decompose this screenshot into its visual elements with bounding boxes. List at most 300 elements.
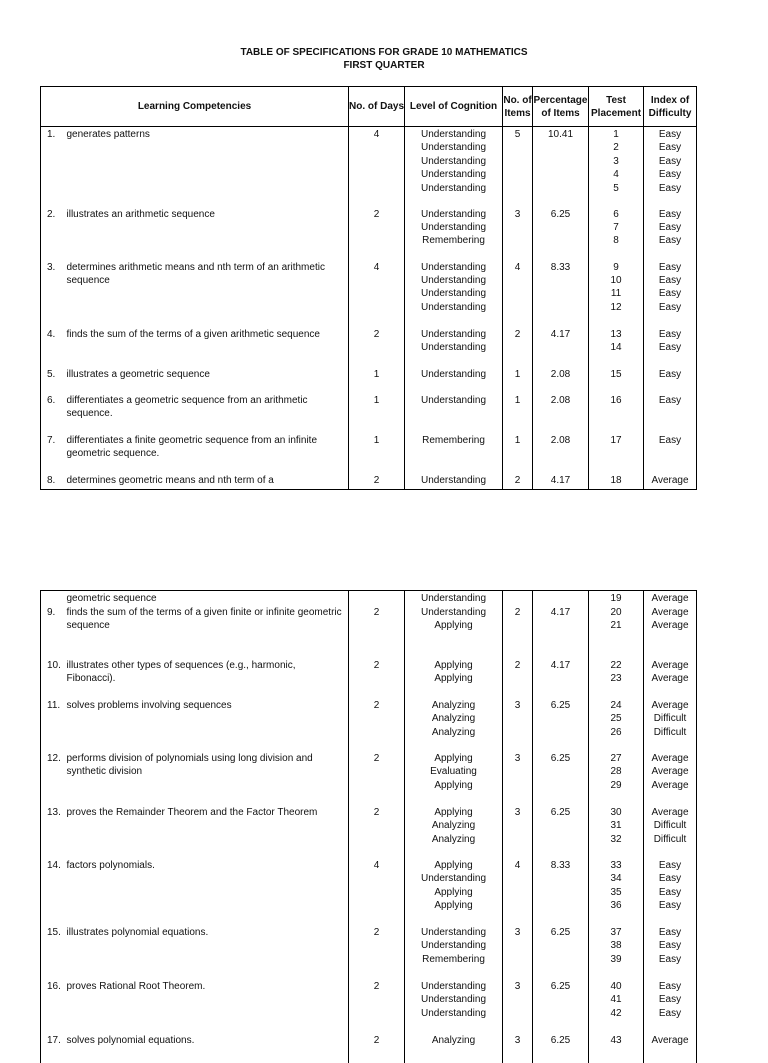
cognition-cell-line: Understanding xyxy=(405,221,502,234)
percentage-cell: 2.08 xyxy=(533,393,589,433)
header-no-of-items: No. of Items xyxy=(503,87,533,127)
table-row xyxy=(41,260,697,327)
competency-number xyxy=(41,591,67,606)
difficulty-cell-line: Easy xyxy=(644,141,696,154)
cognition-cell xyxy=(405,473,503,490)
placement-cell-line: 10 xyxy=(589,274,643,287)
placement-cell xyxy=(589,433,644,473)
cognition-cell-line: Understanding xyxy=(405,141,502,154)
table-row xyxy=(41,127,697,207)
placement-cell xyxy=(589,858,644,925)
days-cell: 1 xyxy=(349,433,405,473)
percentage-cell: 6.25 xyxy=(533,1033,589,1063)
difficulty-cell-line: Easy xyxy=(644,434,696,447)
placement-cell-line: 23 xyxy=(589,672,643,685)
competency-number: 3. xyxy=(41,260,67,327)
difficulty-cell-line: Easy xyxy=(644,168,696,181)
days-cell: 4 xyxy=(349,858,405,925)
placement-cell-line: 4 xyxy=(589,168,643,181)
competency-text: proves the Remainder Theorem and the Factor Theorem xyxy=(67,805,349,858)
difficulty-cell-line: Easy xyxy=(644,182,696,195)
table-row xyxy=(41,207,697,260)
placement-cell xyxy=(589,367,644,393)
cognition-cell-line: Applying xyxy=(405,886,502,899)
difficulty-cell-line: Easy xyxy=(644,886,696,899)
table-row xyxy=(41,858,697,925)
placement-cell xyxy=(589,260,644,327)
difficulty-cell-line: Average xyxy=(644,474,696,487)
document-subtitle: FIRST QUARTER xyxy=(0,59,768,72)
placement-cell-line: 16 xyxy=(589,394,643,407)
cognition-cell-line: Understanding xyxy=(405,980,502,993)
placement-cell-line: 7 xyxy=(589,221,643,234)
competency-number: 10. xyxy=(41,658,67,698)
cognition-cell-line: Applying xyxy=(405,659,502,672)
difficulty-cell-line: Easy xyxy=(644,221,696,234)
cognition-cell-line: Understanding xyxy=(405,474,502,487)
days-cell: 2 xyxy=(349,698,405,751)
days-cell: 2 xyxy=(349,658,405,698)
placement-cell xyxy=(589,207,644,260)
difficulty-cell xyxy=(644,751,697,805)
cognition-cell xyxy=(405,925,503,979)
difficulty-cell-line: Easy xyxy=(644,208,696,221)
placement-cell-line: 22 xyxy=(589,659,643,672)
competency-number: 11. xyxy=(41,698,67,751)
placement-cell-line: 34 xyxy=(589,872,643,885)
competency-text: determines arithmetic means and nth term of an arithmetic sequence xyxy=(67,260,349,327)
cognition-cell xyxy=(405,751,503,805)
cognition-cell xyxy=(405,591,503,606)
difficulty-cell-line: Easy xyxy=(644,301,696,314)
difficulty-cell-line: Difficult xyxy=(644,819,696,832)
difficulty-cell xyxy=(644,473,697,490)
placement-cell-line: 28 xyxy=(589,765,643,778)
items-cell: 1 xyxy=(503,433,533,473)
percentage-cell: 4.17 xyxy=(533,658,589,698)
items-cell: 3 xyxy=(503,698,533,751)
specifications-table-page-2 xyxy=(40,590,697,1063)
placement-cell-line: 29 xyxy=(589,779,643,792)
difficulty-cell-line: Easy xyxy=(644,859,696,872)
placement-cell-line: 36 xyxy=(589,899,643,912)
cognition-cell xyxy=(405,698,503,751)
items-cell: 5 xyxy=(503,127,533,207)
table-row xyxy=(41,805,697,858)
days-cell: 2 xyxy=(349,605,405,658)
days-cell: 2 xyxy=(349,1033,405,1063)
difficulty-cell-line: Average xyxy=(644,779,696,792)
placement-cell-line: 17 xyxy=(589,434,643,447)
table-row xyxy=(41,1033,697,1063)
competency-text: performs division of polynomials using long division and synthetic division xyxy=(67,751,349,805)
items-cell: 2 xyxy=(503,658,533,698)
competency-number: 17. xyxy=(41,1033,67,1063)
difficulty-cell-line: Easy xyxy=(644,261,696,274)
placement-cell xyxy=(589,751,644,805)
table-row xyxy=(41,658,697,698)
table-row xyxy=(41,698,697,751)
placement-cell-line: 14 xyxy=(589,341,643,354)
placement-cell xyxy=(589,327,644,367)
placement-cell-line: 43 xyxy=(589,1034,643,1047)
difficulty-cell-line: Average xyxy=(644,1034,696,1047)
difficulty-cell-line: Average xyxy=(644,752,696,765)
competency-text: finds the sum of the terms of a given finite or infinite geometric sequence xyxy=(67,605,349,658)
items-cell: 3 xyxy=(503,751,533,805)
competency-text: solves problems involving sequences xyxy=(67,698,349,751)
competency-number: 13. xyxy=(41,805,67,858)
difficulty-cell-line: Easy xyxy=(644,341,696,354)
document-title: TABLE OF SPECIFICATIONS FOR GRADE 10 MATHEMATICS xyxy=(0,46,768,59)
placement-cell-line: 18 xyxy=(589,474,643,487)
cognition-cell xyxy=(405,1033,503,1063)
header-index-of-difficulty: Index of Difficulty xyxy=(644,87,697,127)
header-level-of-cognition: Level of Cognition xyxy=(405,87,503,127)
cognition-cell-line: Analyzing xyxy=(405,1034,502,1047)
cognition-cell xyxy=(405,805,503,858)
cognition-cell-line: Evaluating xyxy=(405,765,502,778)
competency-text: differentiates a finite geometric sequence from an infinite geometric sequence. xyxy=(67,433,349,473)
cognition-cell-line: Remembering xyxy=(405,953,502,966)
difficulty-cell xyxy=(644,433,697,473)
placement-cell-line: 42 xyxy=(589,1007,643,1020)
placement-cell-line: 38 xyxy=(589,939,643,952)
placement-cell-line: 32 xyxy=(589,833,643,846)
competency-number: 2. xyxy=(41,207,67,260)
table-row xyxy=(41,925,697,979)
difficulty-cell xyxy=(644,127,697,207)
difficulty-cell xyxy=(644,658,697,698)
cognition-cell xyxy=(405,207,503,260)
placement-cell-line: 19 xyxy=(589,592,643,605)
cognition-cell-line: Applying xyxy=(405,779,502,792)
difficulty-cell-line: Easy xyxy=(644,939,696,952)
placement-cell xyxy=(589,658,644,698)
competency-text: geometric sequence xyxy=(67,591,349,606)
cognition-cell-line: Understanding xyxy=(405,394,502,407)
cognition-cell-line: Analyzing xyxy=(405,712,502,725)
cognition-cell-line: Remembering xyxy=(405,234,502,247)
cognition-cell-line: Understanding xyxy=(405,261,502,274)
competency-number: 6. xyxy=(41,393,67,433)
placement-cell-line: 30 xyxy=(589,806,643,819)
cognition-cell-line: Applying xyxy=(405,752,502,765)
competency-number: 9. xyxy=(41,605,67,658)
cognition-cell xyxy=(405,658,503,698)
header-learning-competencies: Learning Competencies xyxy=(41,87,349,127)
percentage-cell: 2.08 xyxy=(533,367,589,393)
competency-number: 7. xyxy=(41,433,67,473)
percentage-cell: 8.33 xyxy=(533,858,589,925)
cognition-cell-line: Understanding xyxy=(405,168,502,181)
placement-cell xyxy=(589,591,644,606)
cognition-cell-line: Understanding xyxy=(405,208,502,221)
table-body-page-1 xyxy=(41,127,697,490)
days-cell: 2 xyxy=(349,979,405,1033)
percentage-cell: 10.41 xyxy=(533,127,589,207)
percentage-cell: 4.17 xyxy=(533,473,589,490)
cognition-cell-line: Understanding xyxy=(405,592,502,605)
difficulty-cell-line: Average xyxy=(644,699,696,712)
competency-text: illustrates polynomial equations. xyxy=(67,925,349,979)
percentage-cell: 6.25 xyxy=(533,698,589,751)
percentage-cell: 2.08 xyxy=(533,433,589,473)
competency-number: 5. xyxy=(41,367,67,393)
competency-text: solves polynomial equations. xyxy=(67,1033,349,1063)
placement-cell-line: 5 xyxy=(589,182,643,195)
cognition-cell xyxy=(405,858,503,925)
cognition-cell-line: Applying xyxy=(405,619,502,632)
cognition-cell-line: Understanding xyxy=(405,287,502,300)
cognition-cell xyxy=(405,393,503,433)
days-cell: 1 xyxy=(349,393,405,433)
difficulty-cell-line: Easy xyxy=(644,274,696,287)
placement-cell-line: 26 xyxy=(589,726,643,739)
days-cell: 1 xyxy=(349,367,405,393)
cognition-cell-line: Analyzing xyxy=(405,833,502,846)
header-test-placement: Test Placement xyxy=(589,87,644,127)
percentage-cell: 6.25 xyxy=(533,979,589,1033)
competency-text: generates patterns xyxy=(67,127,349,207)
placement-cell-line: 1 xyxy=(589,128,643,141)
difficulty-cell-line: Easy xyxy=(644,328,696,341)
difficulty-cell xyxy=(644,207,697,260)
competency-text: determines geometric means and nth term of a xyxy=(67,473,349,490)
difficulty-cell-line: Easy xyxy=(644,287,696,300)
items-cell xyxy=(503,591,533,606)
cognition-cell-line: Analyzing xyxy=(405,699,502,712)
difficulty-cell-line: Easy xyxy=(644,993,696,1006)
cognition-cell-line: Applying xyxy=(405,859,502,872)
table-row xyxy=(41,327,697,367)
items-cell: 4 xyxy=(503,260,533,327)
cognition-cell xyxy=(405,605,503,658)
placement-cell xyxy=(589,805,644,858)
difficulty-cell-line: Average xyxy=(644,765,696,778)
difficulty-cell-line: Difficult xyxy=(644,833,696,846)
cognition-cell-line: Applying xyxy=(405,672,502,685)
difficulty-cell xyxy=(644,260,697,327)
competency-text: proves Rational Root Theorem. xyxy=(67,979,349,1033)
percentage-cell: 6.25 xyxy=(533,207,589,260)
competency-number: 12. xyxy=(41,751,67,805)
placement-cell-line: 25 xyxy=(589,712,643,725)
days-cell: 2 xyxy=(349,925,405,979)
competency-number: 8. xyxy=(41,473,67,490)
difficulty-cell-line: Easy xyxy=(644,926,696,939)
percentage-cell xyxy=(533,591,589,606)
competency-number: 16. xyxy=(41,979,67,1033)
placement-cell xyxy=(589,127,644,207)
placement-cell-line: 8 xyxy=(589,234,643,247)
competency-text: illustrates an arithmetic sequence xyxy=(67,207,349,260)
items-cell: 3 xyxy=(503,979,533,1033)
difficulty-cell xyxy=(644,327,697,367)
competency-number: 1. xyxy=(41,127,67,207)
cognition-cell-line: Applying xyxy=(405,899,502,912)
days-cell: 2 xyxy=(349,751,405,805)
difficulty-cell-line: Easy xyxy=(644,899,696,912)
cognition-cell-line: Understanding xyxy=(405,155,502,168)
cognition-cell-line: Understanding xyxy=(405,341,502,354)
placement-cell xyxy=(589,698,644,751)
cognition-cell-line: Analyzing xyxy=(405,726,502,739)
difficulty-cell xyxy=(644,805,697,858)
difficulty-cell-line: Average xyxy=(644,659,696,672)
items-cell: 4 xyxy=(503,858,533,925)
items-cell: 1 xyxy=(503,367,533,393)
days-cell: 4 xyxy=(349,260,405,327)
difficulty-cell-line: Easy xyxy=(644,872,696,885)
cognition-cell-line: Understanding xyxy=(405,926,502,939)
cognition-cell xyxy=(405,327,503,367)
placement-cell-line: 27 xyxy=(589,752,643,765)
cognition-cell-line: Understanding xyxy=(405,328,502,341)
percentage-cell: 6.25 xyxy=(533,925,589,979)
table-body-page-2 xyxy=(41,591,697,1063)
percentage-cell: 6.25 xyxy=(533,751,589,805)
table-row xyxy=(41,433,697,473)
placement-cell-line: 6 xyxy=(589,208,643,221)
difficulty-cell-line: Easy xyxy=(644,980,696,993)
competency-text: differentiates a geometric sequence from an arithmetic sequence. xyxy=(67,393,349,433)
difficulty-cell xyxy=(644,367,697,393)
cognition-cell-line: Understanding xyxy=(405,993,502,1006)
cognition-cell xyxy=(405,127,503,207)
difficulty-cell-line: Easy xyxy=(644,394,696,407)
percentage-cell: 4.17 xyxy=(533,605,589,658)
placement-cell xyxy=(589,1033,644,1063)
difficulty-cell xyxy=(644,1033,697,1063)
difficulty-cell xyxy=(644,605,697,658)
days-cell: 2 xyxy=(349,207,405,260)
difficulty-cell-line: Average xyxy=(644,619,696,632)
table-row xyxy=(41,751,697,805)
competency-text: illustrates a geometric sequence xyxy=(67,367,349,393)
difficulty-cell-line: Average xyxy=(644,672,696,685)
difficulty-cell xyxy=(644,393,697,433)
items-cell: 2 xyxy=(503,473,533,490)
competency-number: 14. xyxy=(41,858,67,925)
difficulty-cell-line: Difficult xyxy=(644,712,696,725)
cognition-cell xyxy=(405,260,503,327)
placement-cell-line: 31 xyxy=(589,819,643,832)
difficulty-cell-line: Average xyxy=(644,806,696,819)
days-cell: 2 xyxy=(349,805,405,858)
percentage-cell: 8.33 xyxy=(533,260,589,327)
cognition-cell-line: Understanding xyxy=(405,872,502,885)
competency-text: factors polynomials. xyxy=(67,858,349,925)
placement-cell xyxy=(589,473,644,490)
items-cell: 1 xyxy=(503,393,533,433)
days-cell xyxy=(349,591,405,606)
difficulty-cell xyxy=(644,698,697,751)
cognition-cell-line: Analyzing xyxy=(405,819,502,832)
cognition-cell-line: Understanding xyxy=(405,939,502,952)
difficulty-cell-line: Easy xyxy=(644,128,696,141)
placement-cell-line: 24 xyxy=(589,699,643,712)
table-row xyxy=(41,393,697,433)
items-cell: 3 xyxy=(503,1033,533,1063)
difficulty-cell xyxy=(644,591,697,606)
placement-cell-line: 12 xyxy=(589,301,643,314)
placement-cell xyxy=(589,393,644,433)
cognition-cell-line: Remembering xyxy=(405,434,502,447)
difficulty-cell xyxy=(644,858,697,925)
placement-cell-line: 3 xyxy=(589,155,643,168)
days-cell: 2 xyxy=(349,327,405,367)
placement-cell xyxy=(589,979,644,1033)
placement-cell-line: 37 xyxy=(589,926,643,939)
difficulty-cell xyxy=(644,925,697,979)
placement-cell xyxy=(589,605,644,658)
cognition-cell-line: Understanding xyxy=(405,368,502,381)
table-row xyxy=(41,473,697,490)
cognition-cell-line: Understanding xyxy=(405,274,502,287)
days-cell: 2 xyxy=(349,473,405,490)
items-cell: 3 xyxy=(503,925,533,979)
cognition-cell-line: Understanding xyxy=(405,606,502,619)
cognition-cell-line: Understanding xyxy=(405,1007,502,1020)
competency-number: 15. xyxy=(41,925,67,979)
difficulty-cell xyxy=(644,979,697,1033)
competency-text: finds the sum of the terms of a given arithmetic sequence xyxy=(67,327,349,367)
cognition-cell xyxy=(405,433,503,473)
cognition-cell xyxy=(405,367,503,393)
cognition-cell-line: Understanding xyxy=(405,128,502,141)
difficulty-cell-line: Average xyxy=(644,606,696,619)
placement-cell xyxy=(589,925,644,979)
difficulty-cell-line: Average xyxy=(644,592,696,605)
competency-number: 4. xyxy=(41,327,67,367)
placement-cell-line: 40 xyxy=(589,980,643,993)
table-row xyxy=(41,979,697,1033)
difficulty-cell-line: Easy xyxy=(644,368,696,381)
placement-cell-line: 11 xyxy=(589,287,643,300)
days-cell: 4 xyxy=(349,127,405,207)
placement-cell-line: 2 xyxy=(589,141,643,154)
cognition-cell-line: Understanding xyxy=(405,182,502,195)
placement-cell-line: 39 xyxy=(589,953,643,966)
table-row xyxy=(41,605,697,658)
cognition-cell xyxy=(405,979,503,1033)
percentage-cell: 6.25 xyxy=(533,805,589,858)
placement-cell-line: 35 xyxy=(589,886,643,899)
percentage-cell: 4.17 xyxy=(533,327,589,367)
placement-cell-line: 21 xyxy=(589,619,643,632)
table-row xyxy=(41,591,697,606)
difficulty-cell-line: Difficult xyxy=(644,726,696,739)
difficulty-cell-line: Easy xyxy=(644,1007,696,1020)
specifications-table-page-1 xyxy=(40,86,697,490)
placement-cell-line: 33 xyxy=(589,859,643,872)
difficulty-cell-line: Easy xyxy=(644,953,696,966)
items-cell: 3 xyxy=(503,207,533,260)
items-cell: 3 xyxy=(503,805,533,858)
header-no-of-days: No. of Days xyxy=(349,87,405,127)
placement-cell-line: 20 xyxy=(589,606,643,619)
cognition-cell-line: Applying xyxy=(405,806,502,819)
placement-cell-line: 9 xyxy=(589,261,643,274)
difficulty-cell-line: Easy xyxy=(644,234,696,247)
header-percentage-of-items: Percentage of Items xyxy=(533,87,589,127)
cognition-cell-line: Understanding xyxy=(405,301,502,314)
competency-text: illustrates other types of sequences (e.g., harmonic, Fibonacci). xyxy=(67,658,349,698)
placement-cell-line: 15 xyxy=(589,368,643,381)
placement-cell-line: 13 xyxy=(589,328,643,341)
placement-cell-line: 41 xyxy=(589,993,643,1006)
